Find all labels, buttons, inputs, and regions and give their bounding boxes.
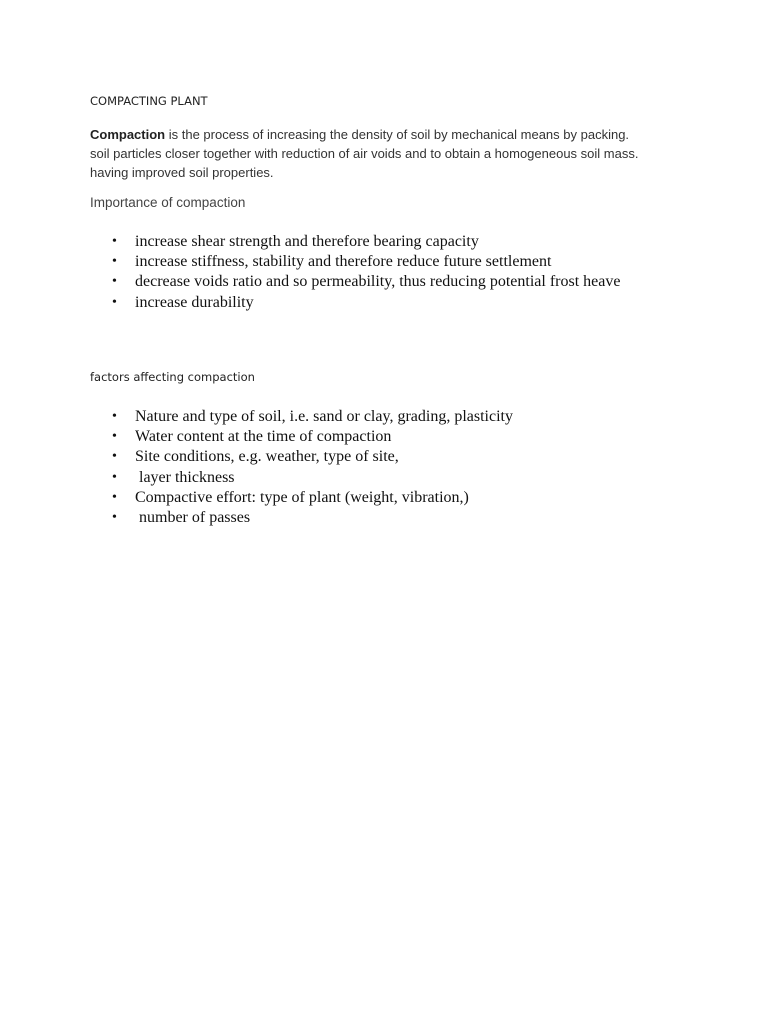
list-item (0, 252, 620, 272)
page-title: COMPACTING PLANT (90, 94, 208, 108)
bullet-icon: • (112, 510, 117, 526)
bullet-icon: • (112, 254, 117, 270)
list-item (0, 508, 513, 528)
list-item (0, 232, 620, 252)
list-item (0, 488, 513, 508)
intro-line-1 (90, 125, 690, 144)
intro-line-1-text: is the process of increasing the density of soil by mechanical means by packing. (165, 127, 630, 142)
list-item (0, 427, 513, 447)
list-item-text: increase shear strength and therefore bearing capacity (135, 233, 479, 250)
bullet-icon: • (112, 234, 117, 249)
list-item (0, 407, 513, 427)
list-item (0, 468, 513, 488)
bullet-icon: • (112, 274, 117, 290)
intro-line-3: having improved soil properties. (90, 165, 274, 180)
bullet-icon: • (112, 409, 117, 424)
factors-heading: factors affecting compaction (90, 370, 255, 384)
intro-term: Compaction (90, 127, 166, 142)
bullet-icon: • (112, 449, 117, 465)
list-item-text: number of passes (135, 509, 251, 527)
list-item-text: increase durability (135, 293, 254, 311)
bullet-icon: • (112, 469, 117, 485)
bullet-icon: • (112, 429, 117, 445)
list-item-text: Water content at the time of compaction (135, 428, 392, 446)
list-item-text: layer thickness (135, 468, 235, 486)
list-item-text: increase stiffness, stability and therefore reduce future settlement (135, 253, 552, 271)
importance-list (0, 232, 620, 313)
list-item-text: Site conditions, e.g. weather, type of site, (135, 448, 399, 466)
bullet-icon: • (112, 294, 117, 310)
list-item (0, 272, 620, 292)
list-item-text: Nature and type of soil, i.e. sand or clay, grading, plasticity (135, 408, 513, 425)
factors-list (0, 407, 513, 528)
list-item (0, 293, 620, 313)
bullet-icon: • (112, 489, 117, 505)
list-item-text: decrease voids ratio and so permeability, thus reducing potential frost heave (135, 273, 621, 291)
intro-paragraph (90, 125, 690, 182)
list-item-text: Compactive effort: type of plant (weight, vibration,) (135, 488, 469, 506)
list-item (0, 447, 513, 467)
importance-heading: Importance of compaction (90, 195, 246, 210)
intro-line-2: soil particles closer together with reduction of air voids and to obtain a homogeneous soil mass. (90, 146, 639, 161)
